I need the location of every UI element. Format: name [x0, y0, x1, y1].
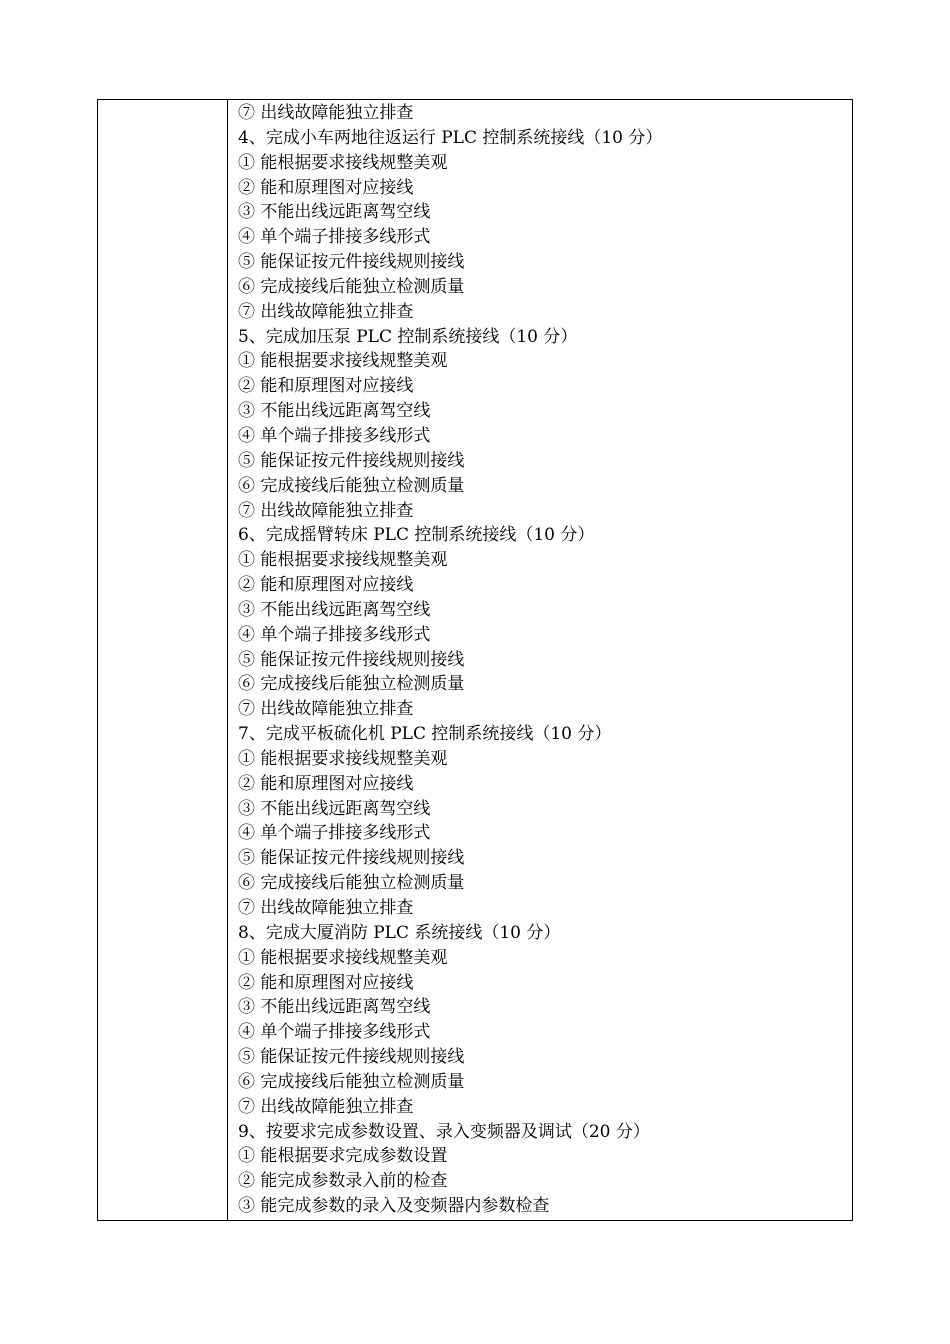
list-item: ⑥ 完成接线后能独立检测质量	[238, 674, 465, 695]
list-item: ⑥ 完成接线后能独立检测质量	[238, 276, 465, 297]
list-item: ⑦ 出线故障能独立排查	[238, 1096, 414, 1117]
list-item: ⑦ 出线故障能独立排查	[238, 103, 414, 123]
section-heading: 9、按要求完成参数设置、录入变频器及调试（20 分）	[238, 1121, 650, 1142]
list-item: ② 能完成参数录入前的检查	[238, 1171, 448, 1192]
list-item: ⑦ 出线故障能独立排查	[238, 301, 414, 322]
list-item: ④ 单个端子排接多线形式	[238, 823, 431, 844]
list-item: ① 能根据要求接线规整美观	[238, 351, 448, 372]
list-item: ③ 不能出线远距离驾空线	[238, 401, 431, 422]
section-heading: 4、完成小车两地往返运行 PLC 控制系统接线（10 分）	[238, 127, 663, 148]
list-item: ③ 不能出线远距离驾空线	[238, 202, 431, 223]
list-item: ⑥ 完成接线后能独立检测质量	[238, 475, 465, 496]
list-item: ① 能根据要求接线规整美观	[238, 152, 448, 173]
list-item: ⑥ 完成接线后能独立检测质量	[238, 873, 465, 894]
list-item: ② 能和原理图对应接线	[238, 773, 414, 794]
list-item: ③ 不能出线远距离驾空线	[238, 798, 431, 819]
list-item: ③ 不能出线远距离驾空线	[238, 997, 431, 1018]
list-item: ⑤ 能保证按元件接线规则接线	[238, 450, 465, 471]
list-item: ② 能和原理图对应接线	[238, 575, 414, 596]
section-heading: 8、完成大厦消防 PLC 系统接线（10 分）	[238, 922, 561, 943]
list-item: ① 能根据要求接线规整美观	[238, 748, 448, 769]
list-item: ① 能根据要求完成参数设置	[238, 1146, 448, 1167]
list-item: ⑦ 出线故障能独立排查	[238, 699, 414, 720]
list-item: ③ 能完成参数的录入及变频器内参数检查	[238, 1196, 550, 1217]
table-left-cell	[98, 100, 228, 1220]
section-heading: 7、完成平板硫化机 PLC 控制系统接线（10 分）	[238, 724, 612, 745]
list-item: ④ 单个端子排接多线形式	[238, 425, 431, 446]
list-item: ① 能根据要求接线规整美观	[238, 947, 448, 968]
list-item: ⑤ 能保证按元件接线规则接线	[238, 1047, 465, 1068]
list-item: ⑤ 能保证按元件接线规则接线	[238, 649, 465, 670]
list-item: ② 能和原理图对应接线	[238, 376, 414, 397]
list-item: ⑥ 完成接线后能独立检测质量	[238, 1071, 465, 1092]
list-item: ⑤ 能保证按元件接线规则接线	[238, 848, 465, 869]
assessment-table	[97, 99, 853, 1221]
list-item: ② 能和原理图对应接线	[238, 177, 414, 198]
list-item: ⑤ 能保证按元件接线规则接线	[238, 252, 465, 273]
list-item: ① 能根据要求接线规整美观	[238, 550, 448, 571]
list-item: ② 能和原理图对应接线	[238, 972, 414, 993]
section-heading: 5、完成加压泵 PLC 控制系统接线（10 分）	[238, 326, 578, 347]
list-item: ③ 不能出线远距离驾空线	[238, 599, 431, 620]
section-heading: 6、完成摇臂转床 PLC 控制系统接线（10 分）	[238, 525, 595, 546]
list-item: ⑦ 出线故障能独立排查	[238, 898, 414, 918]
list-item: ④ 单个端子排接多线形式	[238, 1022, 431, 1043]
table-right-cell	[228, 100, 852, 1220]
list-item: ⑦ 出线故障能独立排查	[238, 500, 414, 521]
list-item: ④ 单个端子排接多线形式	[238, 624, 431, 645]
list-item: ④ 单个端子排接多线形式	[238, 227, 431, 248]
